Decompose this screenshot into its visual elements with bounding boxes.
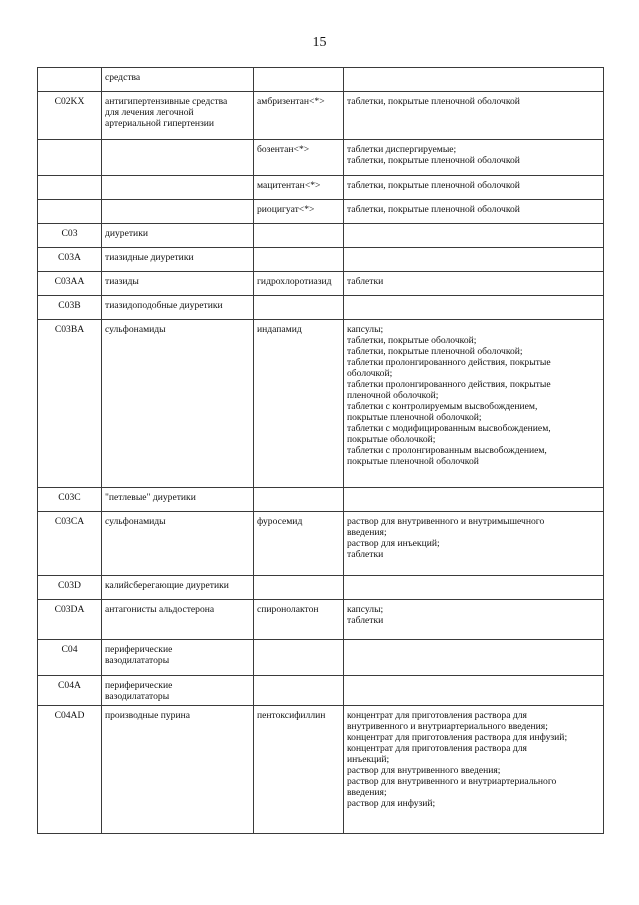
dosage-form-line: таблетки bbox=[347, 549, 384, 560]
group-name-cell bbox=[102, 512, 254, 576]
atc-code: C03D bbox=[58, 580, 81, 591]
atc-code-cell bbox=[38, 512, 102, 576]
atc-code: C03 bbox=[61, 228, 78, 239]
atc-code: C04 bbox=[61, 644, 78, 655]
group-name-line: средства bbox=[105, 72, 141, 83]
atc-code-cell bbox=[38, 576, 102, 600]
dosage-form-line: покрытые пленочной оболочкой bbox=[347, 456, 479, 467]
group-name-cell bbox=[102, 296, 254, 320]
group-name-cell bbox=[102, 272, 254, 296]
dosage-forms-cell bbox=[344, 92, 604, 140]
table-row bbox=[38, 512, 604, 576]
atc-code: C04A bbox=[58, 680, 81, 691]
group-name-line: вазодилататоры bbox=[105, 655, 170, 666]
dosage-form-line: инъекций; bbox=[347, 754, 390, 765]
group-name-line: сульфонамиды bbox=[105, 516, 166, 527]
drug-name-cell bbox=[254, 176, 344, 200]
drug-name-cell bbox=[254, 224, 344, 248]
table-row bbox=[38, 600, 604, 640]
atc-code-cell bbox=[38, 176, 102, 200]
atc-code-cell bbox=[38, 296, 102, 320]
table-row bbox=[38, 706, 604, 834]
dosage-form-line: таблетки с контролируемым высвобождением, bbox=[347, 401, 538, 412]
group-name-line: тиазидные диуретики bbox=[105, 252, 194, 263]
group-name-line: калийсберегающие диуретики bbox=[105, 580, 229, 591]
atc-code: C03DA bbox=[54, 604, 85, 615]
dosage-form-line: таблетки, покрытые пленочной оболочкой bbox=[347, 96, 520, 107]
atc-code-cell bbox=[38, 248, 102, 272]
table-row bbox=[38, 200, 604, 224]
dosage-form-line: покрытые пленочной оболочкой; bbox=[347, 412, 482, 423]
dosage-forms-cell bbox=[344, 676, 604, 706]
dosage-form-line: концентрат для приготовления раствора для инфузий; bbox=[347, 732, 568, 743]
table-row bbox=[38, 224, 604, 248]
dosage-form-line: оболочкой; bbox=[347, 368, 393, 379]
dosage-forms-cell bbox=[344, 272, 604, 296]
dosage-form-line: таблетки bbox=[347, 276, 384, 287]
dosage-forms-cell bbox=[344, 296, 604, 320]
dosage-forms-cell bbox=[344, 176, 604, 200]
dosage-forms-cell bbox=[344, 224, 604, 248]
drug-name-cell bbox=[254, 92, 344, 140]
dosage-form-line: раствор для внутривенного и внутриартериального bbox=[347, 776, 557, 787]
group-name-cell bbox=[102, 600, 254, 640]
page-number: 15 bbox=[312, 35, 327, 50]
drug-name: бозентан<*> bbox=[257, 144, 310, 155]
dosage-forms-cell bbox=[344, 600, 604, 640]
atc-code: C04AD bbox=[54, 710, 85, 721]
dosage-form-line: таблетки пролонгированного действия, покрытые bbox=[347, 379, 551, 390]
atc-code: C03BA bbox=[54, 324, 85, 335]
atc-code: C03B bbox=[58, 300, 81, 311]
group-name-cell bbox=[102, 176, 254, 200]
drug-name: пентоксифиллин bbox=[257, 710, 326, 721]
group-name-line: периферические bbox=[105, 680, 173, 691]
atc-code-cell bbox=[38, 320, 102, 488]
atc-code-cell bbox=[38, 600, 102, 640]
drug-name: индапамид bbox=[257, 324, 302, 335]
table-row bbox=[38, 488, 604, 512]
drug-name-cell bbox=[254, 512, 344, 576]
drug-name-cell bbox=[254, 676, 344, 706]
dosage-form-line: концентрат для приготовления раствора для bbox=[347, 743, 527, 754]
dosage-form-line: таблетки, покрытые пленочной оболочкой bbox=[347, 155, 520, 166]
dosage-forms-cell bbox=[344, 488, 604, 512]
table-row bbox=[38, 272, 604, 296]
atc-code-cell bbox=[38, 92, 102, 140]
table-row bbox=[38, 320, 604, 488]
dosage-form-line: таблетки, покрытые пленочной оболочкой bbox=[347, 204, 520, 215]
table-row bbox=[38, 296, 604, 320]
dosage-forms-cell bbox=[344, 68, 604, 92]
drug-name-cell bbox=[254, 600, 344, 640]
atc-code: C03C bbox=[58, 492, 81, 503]
dosage-form-line: таблетки, покрытые пленочной оболочкой bbox=[347, 180, 520, 191]
atc-code: C02KX bbox=[54, 96, 85, 107]
table-row bbox=[38, 676, 604, 706]
group-name-cell bbox=[102, 640, 254, 676]
dosage-form-line: введения; bbox=[347, 527, 387, 538]
drug-name: гидрохлоротиазид bbox=[257, 276, 332, 287]
dosage-form-line: таблетки пролонгированного действия, покрытые bbox=[347, 357, 551, 368]
atc-code: C03A bbox=[58, 252, 81, 263]
drug-name-cell bbox=[254, 68, 344, 92]
dosage-form-line: внутривенного и внутриартериального введения; bbox=[347, 721, 548, 732]
group-name-line: "петлевые" диуретики bbox=[105, 492, 196, 503]
group-name-line: артериальной гипертензии bbox=[105, 118, 215, 129]
group-name-line: вазодилататоры bbox=[105, 691, 170, 702]
table-row bbox=[38, 248, 604, 272]
drug-name-cell bbox=[254, 706, 344, 834]
dosage-form-line: концентрат для приготовления раствора для bbox=[347, 710, 527, 721]
drug-name-cell bbox=[254, 140, 344, 176]
drug-name: мацитентан<*> bbox=[257, 180, 321, 191]
group-name-cell bbox=[102, 248, 254, 272]
dosage-form-line: таблетки, покрытые пленочной оболочкой; bbox=[347, 346, 523, 357]
group-name-line: тиазиды bbox=[105, 276, 139, 287]
drug-name-cell bbox=[254, 320, 344, 488]
drug-table bbox=[37, 67, 604, 834]
dosage-form-line: таблетки с пролонгированным высвобождением, bbox=[347, 445, 547, 456]
drug-name-cell bbox=[254, 200, 344, 224]
dosage-forms-cell bbox=[344, 640, 604, 676]
group-name-cell bbox=[102, 676, 254, 706]
drug-name: фуросемид bbox=[257, 516, 303, 527]
dosage-form-line: раствор для инъекций; bbox=[347, 538, 440, 549]
drug-name-cell bbox=[254, 576, 344, 600]
drug-name: риоцигуат<*> bbox=[257, 204, 315, 215]
dosage-forms-cell bbox=[344, 576, 604, 600]
table-row bbox=[38, 576, 604, 600]
table-row bbox=[38, 68, 604, 92]
dosage-form-line: введения; bbox=[347, 787, 387, 798]
group-name-line: диуретики bbox=[105, 228, 148, 239]
atc-code: C03CA bbox=[54, 516, 85, 527]
atc-code-cell bbox=[38, 140, 102, 176]
drug-name-cell bbox=[254, 272, 344, 296]
dosage-forms-cell bbox=[344, 320, 604, 488]
group-name-line: сульфонамиды bbox=[105, 324, 166, 335]
drug-name-cell bbox=[254, 640, 344, 676]
group-name-cell bbox=[102, 200, 254, 224]
dosage-forms-cell bbox=[344, 140, 604, 176]
atc-code-cell bbox=[38, 200, 102, 224]
dosage-form-line: капсулы; bbox=[347, 604, 384, 615]
dosage-forms-cell bbox=[344, 248, 604, 272]
atc-code-cell bbox=[38, 640, 102, 676]
table-row bbox=[38, 640, 604, 676]
atc-code-cell bbox=[38, 706, 102, 834]
dosage-forms-cell bbox=[344, 706, 604, 834]
dosage-form-line: раствор для инфузий; bbox=[347, 798, 436, 809]
table-row bbox=[38, 140, 604, 176]
drug-name-cell bbox=[254, 248, 344, 272]
group-name-line: тиазидоподобные диуретики bbox=[105, 300, 223, 311]
table-row bbox=[38, 176, 604, 200]
dosage-form-line: капсулы; bbox=[347, 324, 384, 335]
atc-code-cell bbox=[38, 676, 102, 706]
atc-code-cell bbox=[38, 68, 102, 92]
group-name-cell bbox=[102, 706, 254, 834]
group-name-line: антигипертензивные средства bbox=[105, 96, 228, 107]
group-name-cell bbox=[102, 320, 254, 488]
group-name-cell bbox=[102, 92, 254, 140]
group-name-cell bbox=[102, 488, 254, 512]
dosage-forms-cell bbox=[344, 512, 604, 576]
dosage-form-line: таблетки bbox=[347, 615, 384, 626]
atc-code: C03AA bbox=[54, 276, 85, 287]
group-name-cell bbox=[102, 576, 254, 600]
table-body bbox=[38, 68, 604, 834]
dosage-form-line: раствор для внутривенного и внутримышечного bbox=[347, 516, 545, 527]
dosage-form-line: таблетки диспергируемые; bbox=[347, 144, 457, 155]
group-name-line: для лечения легочной bbox=[105, 107, 194, 118]
drug-name: амбризентан<*> bbox=[257, 96, 325, 107]
dosage-form-line: таблетки с модифицированным высвобождением, bbox=[347, 423, 551, 434]
group-name-cell bbox=[102, 68, 254, 92]
group-name-line: антагонисты альдостерона bbox=[105, 604, 215, 615]
table-row bbox=[38, 92, 604, 140]
group-name-line: производные пурина bbox=[105, 710, 191, 721]
dosage-form-line: покрытые оболочкой; bbox=[347, 434, 436, 445]
group-name-cell bbox=[102, 224, 254, 248]
dosage-forms-cell bbox=[344, 200, 604, 224]
atc-code-cell bbox=[38, 488, 102, 512]
drug-name: спиронолактон bbox=[257, 604, 319, 615]
drug-name-cell bbox=[254, 488, 344, 512]
group-name-cell bbox=[102, 140, 254, 176]
drug-name-cell bbox=[254, 296, 344, 320]
dosage-form-line: пленочной оболочкой; bbox=[347, 390, 439, 401]
atc-code-cell bbox=[38, 272, 102, 296]
group-name-line: периферические bbox=[105, 644, 173, 655]
dosage-form-line: раствор для внутривенного введения; bbox=[347, 765, 501, 776]
dosage-form-line: таблетки, покрытые оболочкой; bbox=[347, 335, 477, 346]
atc-code-cell bbox=[38, 224, 102, 248]
